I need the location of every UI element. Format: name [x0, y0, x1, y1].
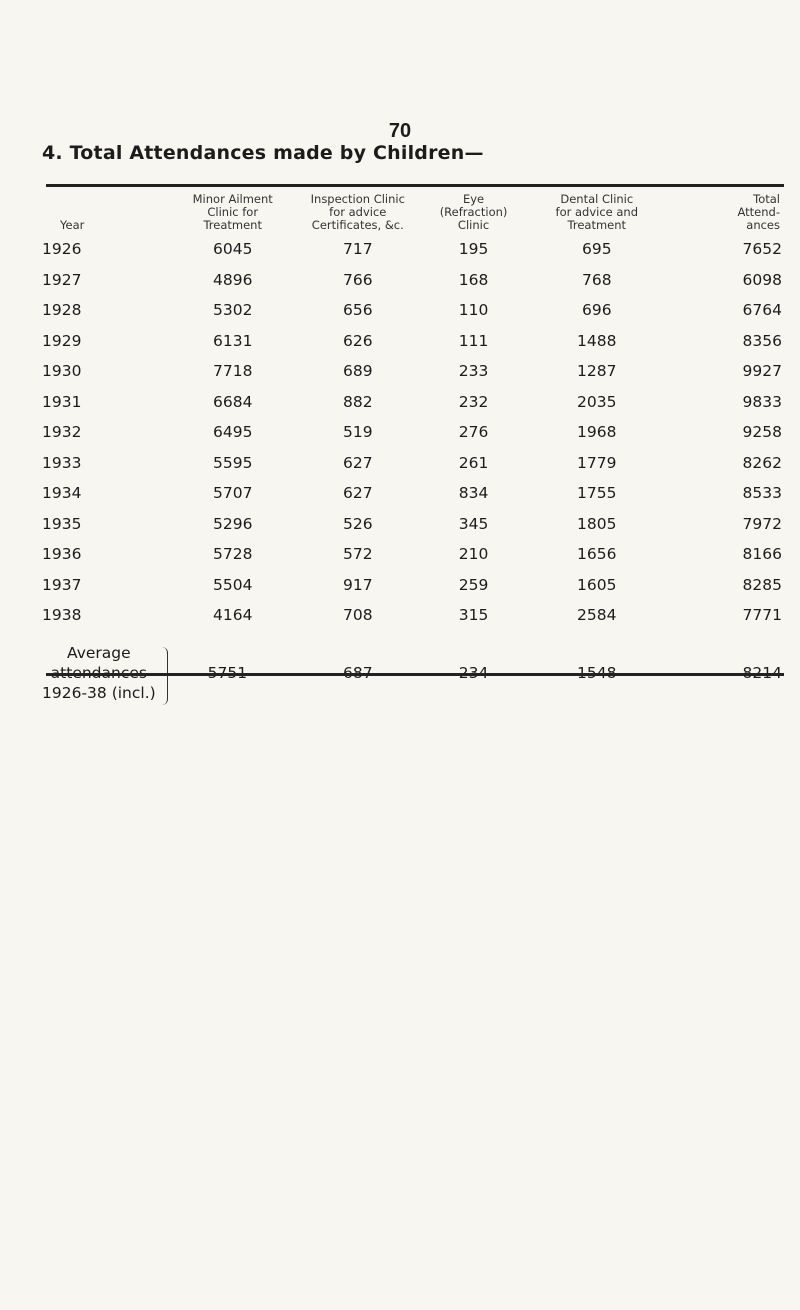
cell-year: 1937 [42, 575, 82, 594]
cell-total: 7771 [742, 606, 782, 625]
cell-year: 1932 [42, 423, 82, 442]
cell-eye: 111 [458, 331, 489, 350]
cell-eye: 315 [458, 606, 489, 625]
cell-inspection: 882 [342, 392, 373, 411]
cell-dental: 696 [581, 301, 612, 320]
cell-total: 9927 [742, 362, 782, 381]
cell-year: 1928 [42, 301, 82, 320]
cell-inspection: 917 [342, 575, 373, 594]
cell-inspection: 689 [342, 362, 373, 381]
table-bottom-rule [46, 673, 784, 676]
cell-year: 1935 [42, 514, 82, 533]
cell-year: 1927 [42, 270, 82, 289]
cell-dental: 1779 [577, 453, 617, 472]
cell-year: 1934 [42, 484, 82, 503]
table-row [42, 417, 790, 448]
cell-dental: 1488 [577, 331, 617, 350]
table-row [42, 295, 790, 326]
cell-total: 9833 [742, 392, 782, 411]
cell-minor-ailment: 4896 [212, 270, 253, 289]
table-row [42, 387, 790, 418]
cell-eye: 345 [458, 514, 489, 533]
table-row [42, 539, 790, 570]
cell-inspection: 627 [342, 484, 373, 503]
cell-eye: 259 [458, 575, 489, 594]
cell-minor-ailment: 4164 [212, 606, 253, 625]
cell-minor-ailment: 6684 [212, 392, 253, 411]
cell-minor-ailment: 5302 [212, 301, 253, 320]
table-row [42, 478, 790, 509]
cell-minor-ailment: 5504 [212, 575, 253, 594]
cell-total: 8166 [742, 545, 782, 564]
table-row [42, 326, 790, 357]
cell-inspection: 572 [342, 545, 373, 564]
cell-year: 1936 [42, 545, 82, 564]
cell-minor-ailment: 5296 [212, 514, 253, 533]
average-label-line3: 1926-38 (incl.) [42, 683, 156, 702]
table-row [42, 448, 790, 479]
cell-eye: 195 [458, 240, 489, 259]
cell-total: 7652 [742, 240, 782, 259]
cell-total: 6098 [742, 270, 782, 289]
attendances-table [42, 190, 790, 715]
cell-dental: 695 [581, 240, 612, 259]
cell-year: 1930 [42, 362, 82, 381]
cell-dental: 1605 [577, 575, 617, 594]
cell-year: 1929 [42, 331, 82, 350]
cell-eye: 233 [458, 362, 489, 381]
cell-inspection: 626 [342, 331, 373, 350]
cell-total: 7972 [742, 514, 782, 533]
cell-minor-ailment: 6495 [212, 423, 253, 442]
cell-total: 8533 [742, 484, 782, 503]
cell-dental: 2035 [577, 392, 617, 411]
header-dental: Dental Clinic for advice and Treatment [555, 192, 639, 232]
table-row [42, 356, 790, 387]
cell-minor-ailment: 6045 [212, 240, 253, 259]
cell-minor-ailment: 6131 [212, 331, 253, 350]
cell-year: 1933 [42, 453, 82, 472]
cell-inspection: 526 [342, 514, 373, 533]
cell-total: 8262 [742, 453, 782, 472]
cell-dental: 1805 [577, 514, 617, 533]
table-top-rule [46, 184, 784, 187]
cell-total: 8285 [742, 575, 782, 594]
header-inspection: Inspection Clinic for advice Certificates, &c. [310, 192, 405, 232]
section-title: 4. Total Attendances made by Children— [42, 142, 484, 164]
cell-eye: 232 [458, 392, 489, 411]
cell-inspection: 717 [342, 240, 373, 259]
table-header-row [42, 190, 790, 234]
cell-eye: 261 [458, 453, 489, 472]
table-row [42, 265, 790, 296]
cell-minor-ailment: 5728 [212, 545, 253, 564]
cell-eye: 110 [458, 301, 489, 320]
cell-total: 6764 [742, 301, 782, 320]
cell-inspection: 766 [342, 270, 373, 289]
cell-eye: 210 [458, 545, 489, 564]
cell-eye: 834 [458, 484, 489, 503]
cell-inspection: 708 [342, 606, 373, 625]
table-row [42, 570, 790, 601]
table-row [42, 509, 790, 540]
header-year: Year [60, 218, 85, 232]
cell-year: 1931 [42, 392, 82, 411]
cell-minor-ailment: 5707 [212, 484, 253, 503]
cell-dental: 768 [581, 270, 612, 289]
header-total: Total Attend- ances [737, 192, 780, 232]
cell-year: 1926 [42, 240, 82, 259]
cell-dental: 1755 [577, 484, 617, 503]
header-eye: Eye (Refraction) Clinic [439, 192, 508, 232]
cell-inspection: 519 [342, 423, 373, 442]
table-row [42, 234, 790, 265]
cell-dental: 1968 [577, 423, 617, 442]
cell-eye: 276 [458, 423, 489, 442]
page-number: 70 [388, 120, 412, 142]
cell-inspection: 656 [342, 301, 373, 320]
cell-dental: 1287 [577, 362, 617, 381]
cell-minor-ailment: 5595 [212, 453, 253, 472]
cell-year: 1938 [42, 606, 82, 625]
cell-dental: 2584 [577, 606, 617, 625]
table-row [42, 600, 790, 631]
cell-eye: 168 [458, 270, 489, 289]
cell-inspection: 627 [342, 453, 373, 472]
cell-total: 9258 [742, 423, 782, 442]
average-label-line1: Average [67, 643, 131, 662]
header-minor-ailment: Minor Ailment Clinic for Treatment [192, 192, 273, 232]
cell-dental: 1656 [577, 545, 617, 564]
cell-total: 8356 [742, 331, 782, 350]
cell-minor-ailment: 7718 [212, 362, 253, 381]
